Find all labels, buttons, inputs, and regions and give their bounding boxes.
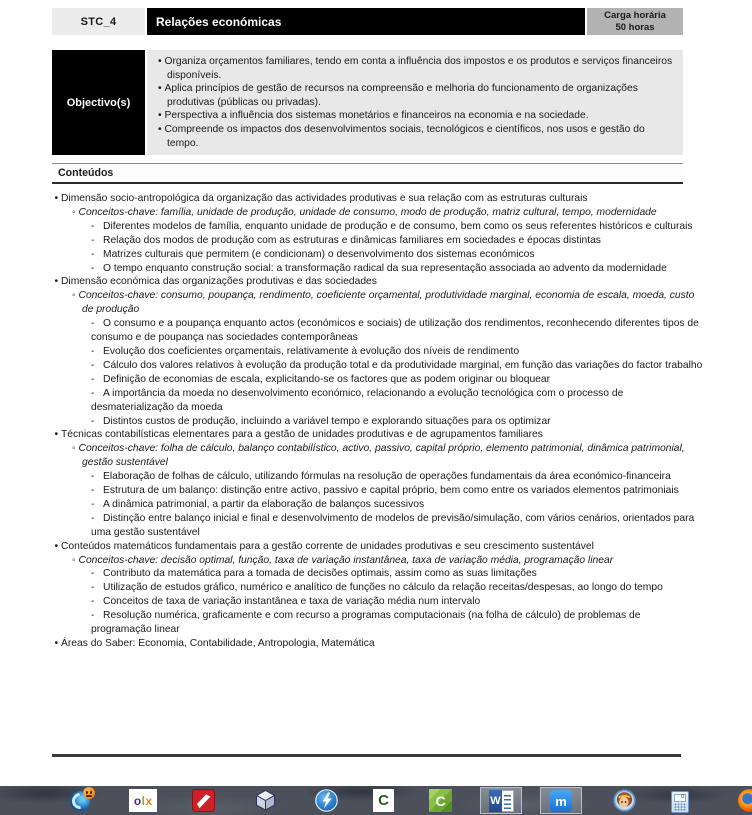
olx-icon[interactable] (129, 789, 157, 812)
objective-item: • Perspectiva a influência dos sistemas monetários e financeiros na economia e na sociedade. (150, 109, 675, 123)
content-concepts: ◦ Conceitos-chave: consumo, poupança, rendimento, coeficiente orçamental, produtividade marginal, economia de escala, moeda, custo de produção (0, 289, 703, 317)
firefox-icon[interactable] (738, 789, 752, 812)
module-code-cell: STC_4 (52, 8, 145, 35)
content-detail: - Estrutura de um balanço: distinção entre activo, passivo e capital próprio, bem como entre os variados elementos patrimoniais (0, 484, 703, 498)
avatar-glyph (613, 789, 636, 812)
sketchup-icon[interactable] (192, 789, 215, 812)
workload-value: 50 horas (615, 21, 655, 33)
taskbar (0, 786, 752, 815)
word-document-page (502, 790, 514, 812)
workload-cell (587, 8, 683, 35)
content-detail: - Distintos custos de produção, incluindo a variável tempo e explorando situações para os optimizar (0, 415, 703, 429)
cube-3d-icon[interactable] (254, 789, 277, 812)
maxthon-letter: m (555, 793, 567, 809)
calculator-icon[interactable] (671, 791, 689, 813)
word-letter: W (490, 795, 501, 807)
olx-letter-o: o (133, 793, 142, 808)
contents-list (0, 192, 752, 651)
content-detail: - Definição de economias de escala, explicitando-se os factores que as podem originar ou bloquear (0, 373, 703, 387)
content-detail: - Evolução dos coeficientes orçamentais, relativamente à evolução dos níveis de rendimento (0, 345, 703, 359)
content-topic: • Áreas do Saber: Economia, Contabilidade, Antropologia, Matemática (0, 637, 703, 651)
objective-item: • Organiza orçamentos familiares, tendo em conta a influência dos impostos e os produtos e serviços financeiros disponíveis. (150, 55, 675, 82)
content-detail: - Contributo da matemática para a tomada de decisões optimais, assim como as suas limitações (0, 567, 703, 581)
content-detail: - Conceitos de taxa de variação instantânea e taxa de variação média num intervalo (0, 595, 703, 609)
olx-letter-x: x (145, 793, 153, 808)
camtasia-recorder-icon[interactable] (373, 789, 394, 812)
word-icon[interactable] (489, 790, 514, 812)
camtasia-letter: C (378, 792, 389, 809)
content-concepts: ◦ Conceitos-chave: família, unidade de produção, unidade de consumo, modo de produção, matriz cultural, tempo, modernidade (0, 206, 703, 220)
objective-item: • Compreende os impactos dos desenvolvimentos sociais, tecnológicos e científicos, nos usos e gestão do tempo. (150, 123, 675, 150)
lightning-bolt-icon[interactable] (315, 789, 338, 812)
systemcare-emoji-icon[interactable] (70, 789, 93, 812)
workload-label: Carga horária (604, 9, 666, 21)
calculator-display-value: 0 (680, 794, 684, 800)
emoji-face-badge (83, 787, 95, 799)
content-detail: - A dinâmica patrimonial, a partir da elaboração de balanços sucessivos (0, 498, 703, 512)
content-topic: • Técnicas contabilísticas elementares para a gestão de unidades produtivas e de agrupamentos familiares (0, 428, 703, 442)
camtasia-letter: C (435, 792, 446, 809)
objectives-row (52, 50, 683, 155)
content-detail: - Utilização de estudos gráfico, numérico e analítico de funções no cálculo da relação receitas/despesas, ao longo do tempo (0, 581, 703, 595)
lightning-glyph (315, 789, 338, 812)
content-detail: - Resolução numérica, graficamente e com recurso a programas computacionais (na folha de cálculo) de problemas de programação linear (0, 609, 703, 637)
word-letter-tile (489, 790, 502, 812)
camtasia-studio-icon[interactable] (429, 789, 452, 812)
content-detail: - Distinção entre balanço inicial e final e desenvolvimento de modelos de previsão/simulação, com vários cenários, orientados para uma gestão sustentável (0, 512, 703, 540)
objectives-list (147, 50, 683, 155)
calculator-display (674, 794, 686, 802)
sketchup-glyph (192, 789, 215, 812)
end-divider (52, 754, 681, 757)
content-detail: - O consumo e a poupança enquanto actos (económicos e sociais) de utilização dos rendimentos, reconhecendo diferentes tipos de consumo e de poupança nas sociedades contemporâneas (0, 317, 703, 345)
module-header-row (52, 8, 683, 35)
content-detail: - A importância da moeda no desenvolvimento económico, relacionando a evolução tecnológica com o processo de desmaterialização da moeda (0, 387, 703, 415)
content-detail: - Elaboração de folhas de cálculo, utilizando fórmulas na resolução de operações fundamentais da área económico-financeira (0, 470, 703, 484)
olx-letter-l: l (141, 793, 145, 808)
cube-glyph (254, 789, 277, 812)
content-topic: • Dimensão socio-antropológica da organização das actividades produtivas e sua relação com as estruturas culturais (0, 192, 703, 206)
content-detail: - Matrizes culturais que permitem (e condicionam) o desenvolvimento dos sistemas económicos (0, 248, 703, 262)
content-concepts: ◦ Conceitos-chave: folha de cálculo, balanço contabilístico, activo, passivo, capital próprio, elemento patrimonial, dinâmica patrimonial, gestão sustentável (0, 442, 703, 470)
content-detail: - Cálculo dos valores relativos à evolução da produção total e da produtividade marginal, em função das variações do factor trabalho (0, 359, 703, 373)
module-title-cell: Relações económicas (147, 8, 585, 35)
girl-avatar-icon[interactable] (613, 789, 636, 812)
maxthon-icon[interactable] (550, 790, 572, 812)
content-topic: • Conteúdos matemáticos fundamentais para a gestão corrente de unidades produtivas e seu crescimento sustentável (0, 540, 703, 554)
objective-item: • Aplica princípios de gestão de recursos na compreensão e melhoria do funcionamento de organizações produtivas (públicas ou privadas). (150, 82, 675, 109)
calculator-keys (674, 803, 686, 811)
contents-heading: Conteúdos (52, 163, 683, 184)
content-detail: - Diferentes modelos de família, enquanto unidade de produção e de consumo, bem como os seus referentes históricos e culturais (0, 220, 703, 234)
objectives-label-cell: Objectivo(s) (52, 50, 145, 155)
content-topic: • Dimensão económica das organizações produtivas e das sociedades (0, 275, 703, 289)
content-detail: - O tempo enquanto construção social: a transformação radical da sua representação associada ao advento da modernidade (0, 262, 703, 276)
content-concepts: ◦ Conceitos-chave: decisão optimal, função, taxa de variação instantânea, taxa de variação média, programação linear (0, 554, 703, 568)
content-detail: - Relação dos modos de produção com as estruturas e dinâmicas familiares em sociedades e épocas distintas (0, 234, 703, 248)
